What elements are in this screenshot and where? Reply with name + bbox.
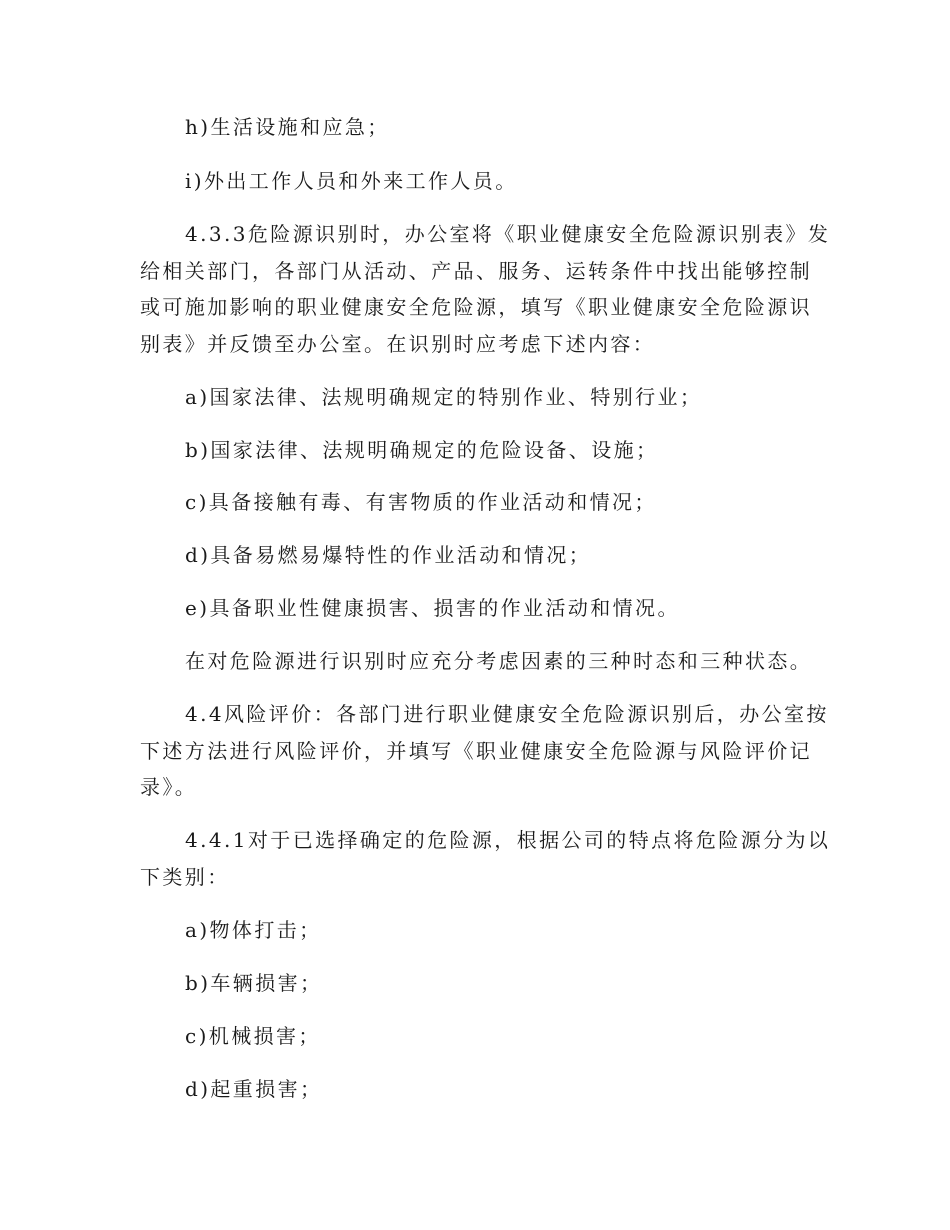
category-item-a: a)物体打击； xyxy=(185,918,322,942)
category-item-d: d)起重损害； xyxy=(185,1077,323,1101)
category-item-b: b)车辆损害； xyxy=(185,971,323,995)
clause-4-4-line-2: 下述方法进行风险评价，并填写《职业健康安全危险源与风险评价记 xyxy=(140,739,812,763)
list-item-e: e)具备职业性健康损害、损害的作业活动和情况。 xyxy=(185,596,680,620)
list-item-b: b)国家法律、法规明确规定的危险设备、设施； xyxy=(185,438,659,462)
list-item-i: i)外出工作人员和外来工作人员。 xyxy=(185,169,518,193)
clause-4-4-line-1: 4.4风险评价：各部门进行职业健康安全危险源识别后，办公室按 xyxy=(185,702,829,726)
clause-4-4-1-line-2: 下类别： xyxy=(140,865,230,889)
paragraph-three-states: 在对危险源进行识别时应充分考虑因素的三种时态和三种状态。 xyxy=(185,649,813,673)
clause-4-3-3-line-4: 别表》并反馈至办公室。在识别时应考虑下述内容： xyxy=(140,332,656,356)
list-item-c: c)具备接触有毒、有害物质的作业活动和情况； xyxy=(185,490,657,514)
category-item-c: c)机械损害； xyxy=(185,1024,321,1048)
clause-4-4-1-line-1: 4.4.1对于已选择确定的危险源，根据公司的特点将危险源分为以 xyxy=(185,828,831,852)
clause-4-3-3-line-1: 4.3.3危险源识别时，办公室将《职业健康安全危险源识别表》发 xyxy=(185,222,831,246)
clause-4-4-line-3: 录》。 xyxy=(140,775,198,799)
list-item-h: h)生活设施和应急； xyxy=(185,115,390,139)
clause-4-3-3-line-2: 给相关部门，各部门从活动、产品、服务、运转条件中找出能够控制 xyxy=(140,259,812,283)
clause-4-3-3-line-3: 或可施加影响的职业健康安全危险源，填写《职业健康安全危险源识 xyxy=(140,295,812,319)
list-item-a: a)国家法律、法规明确规定的特别作业、特别行业； xyxy=(185,385,703,409)
list-item-d: d)具备易燃易爆特性的作业活动和情况； xyxy=(185,543,592,567)
